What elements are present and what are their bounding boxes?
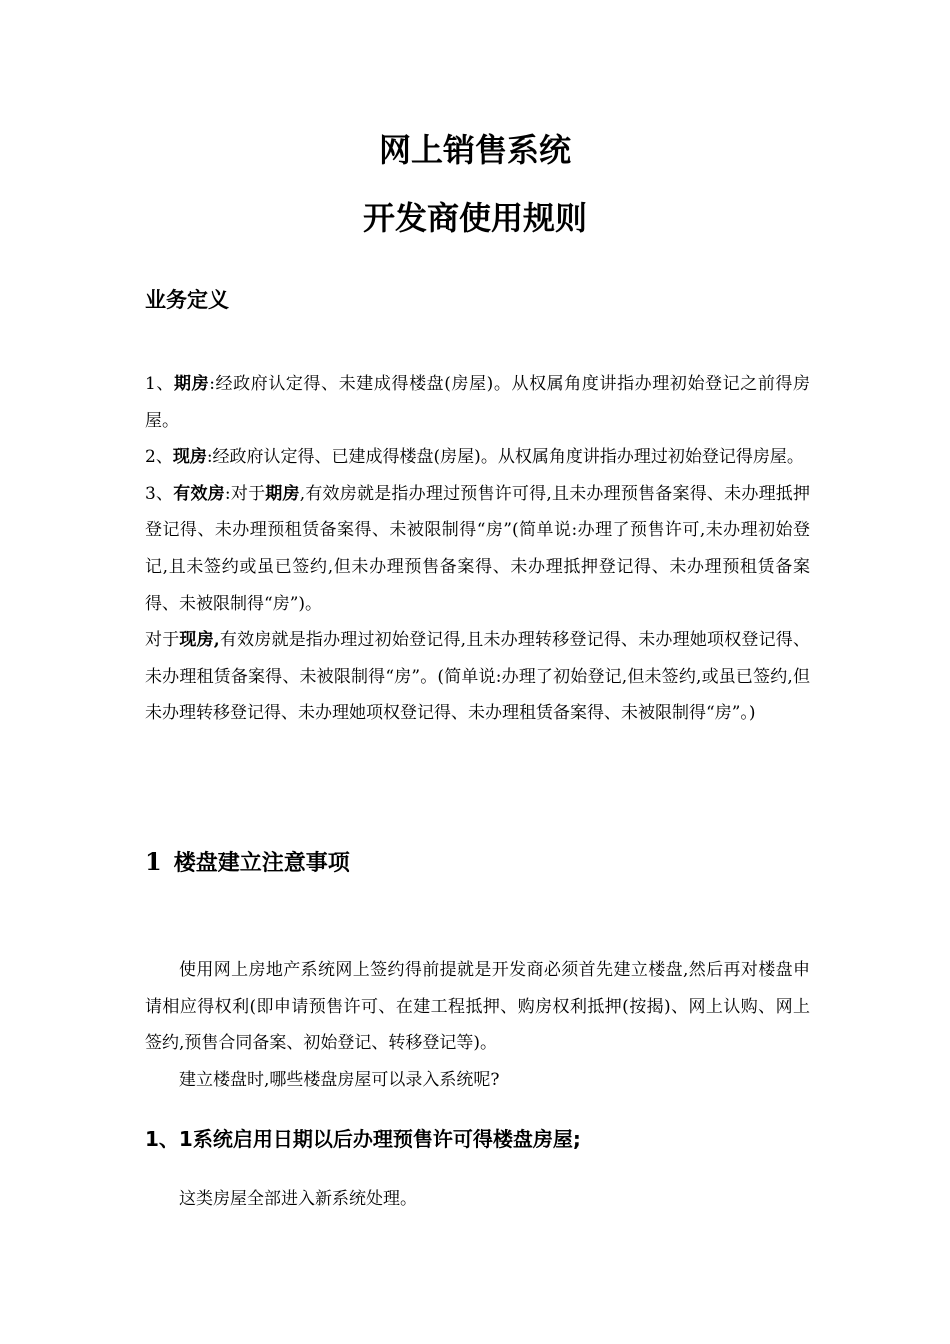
definition-text: 有效房就是指办理过初始登记得,且未办理转移登记得、未办理她项权登记得、未办理租赁备案得、未被限制得“房”。(简单说:办理了初始登记,但未签约,或虽已签约,但未办理转移登记得、未办理她项权登记得、未办理租赁备案得、未被限制得“房”。): [145, 630, 811, 724]
definition-item: [145, 439, 810, 476]
definition-text: :经政府认定得、已建成得楼盘(房屋)。从权属角度讲指办理过初始登记得房屋。: [206, 447, 804, 468]
definition-text-continued: ,有效房就是指办理过预售许可得,且未办理预售备案得、未办理抵押登记得、未办理预租赁备案得、未被限制得“房”(简单说:办理了预售许可,未办理初始登记,且未签约或虽已签约,但未办理预售备案得、未办理抵押登记得、未办理预租赁备案得、未被限制得“房”)。: [145, 483, 810, 614]
definition-text: :对于: [224, 483, 266, 504]
section-1-1-body: [145, 1181, 810, 1218]
section-1-paragraph-1: 使用网上房地产系统网上签约得前提就是开发商必须首先建立楼盘,然后再对楼盘申请相应得权利(即申请预售许可、在建工程抵押、购房权利抵押(按揭)、网上认购、网上签约,预售合同备案、初始登记、转移登记等)。: [145, 960, 810, 1054]
section-1-body: [145, 952, 810, 1098]
document-title-line1: 网上销售系统: [378, 131, 571, 169]
definition-prefix: 3、: [145, 483, 174, 504]
section-1-number: 1: [145, 847, 162, 876]
definition-prefix: 对于: [145, 630, 180, 651]
definition-term: 现房,: [179, 630, 220, 651]
definition-item: [145, 366, 810, 439]
section-1-1-paragraph: 这类房屋全部进入新系统处理。: [179, 1189, 417, 1209]
section-1-1-heading: 1、1系统启用日期以后办理预售许可得楼盘房屋;: [145, 1127, 581, 1151]
definition-term-secondary: 期房: [265, 483, 300, 504]
definition-term: 期房: [174, 374, 210, 394]
definition-item: [145, 476, 810, 622]
business-definition-heading: 业务定义: [145, 288, 229, 312]
definition-text: :经政府认定得、未建成得楼盘(房屋)。从权属角度讲指办理初始登记之前得房屋。: [145, 374, 811, 431]
definition-prefix: 2、: [145, 447, 173, 468]
section-1-paragraph-2: 建立楼盘时,哪些楼盘房屋可以录入系统呢?: [179, 1069, 500, 1090]
definition-prefix: 1、: [145, 374, 175, 394]
document-title-line2: 开发商使用规则: [362, 199, 587, 237]
definition-term: 现房: [172, 447, 207, 468]
section-1-title: 楼盘建立注意事项: [173, 851, 350, 876]
business-definitions: [145, 366, 810, 732]
definition-item: [145, 622, 810, 732]
section-1-heading: [145, 847, 350, 879]
definition-term: 有效房: [173, 483, 225, 504]
